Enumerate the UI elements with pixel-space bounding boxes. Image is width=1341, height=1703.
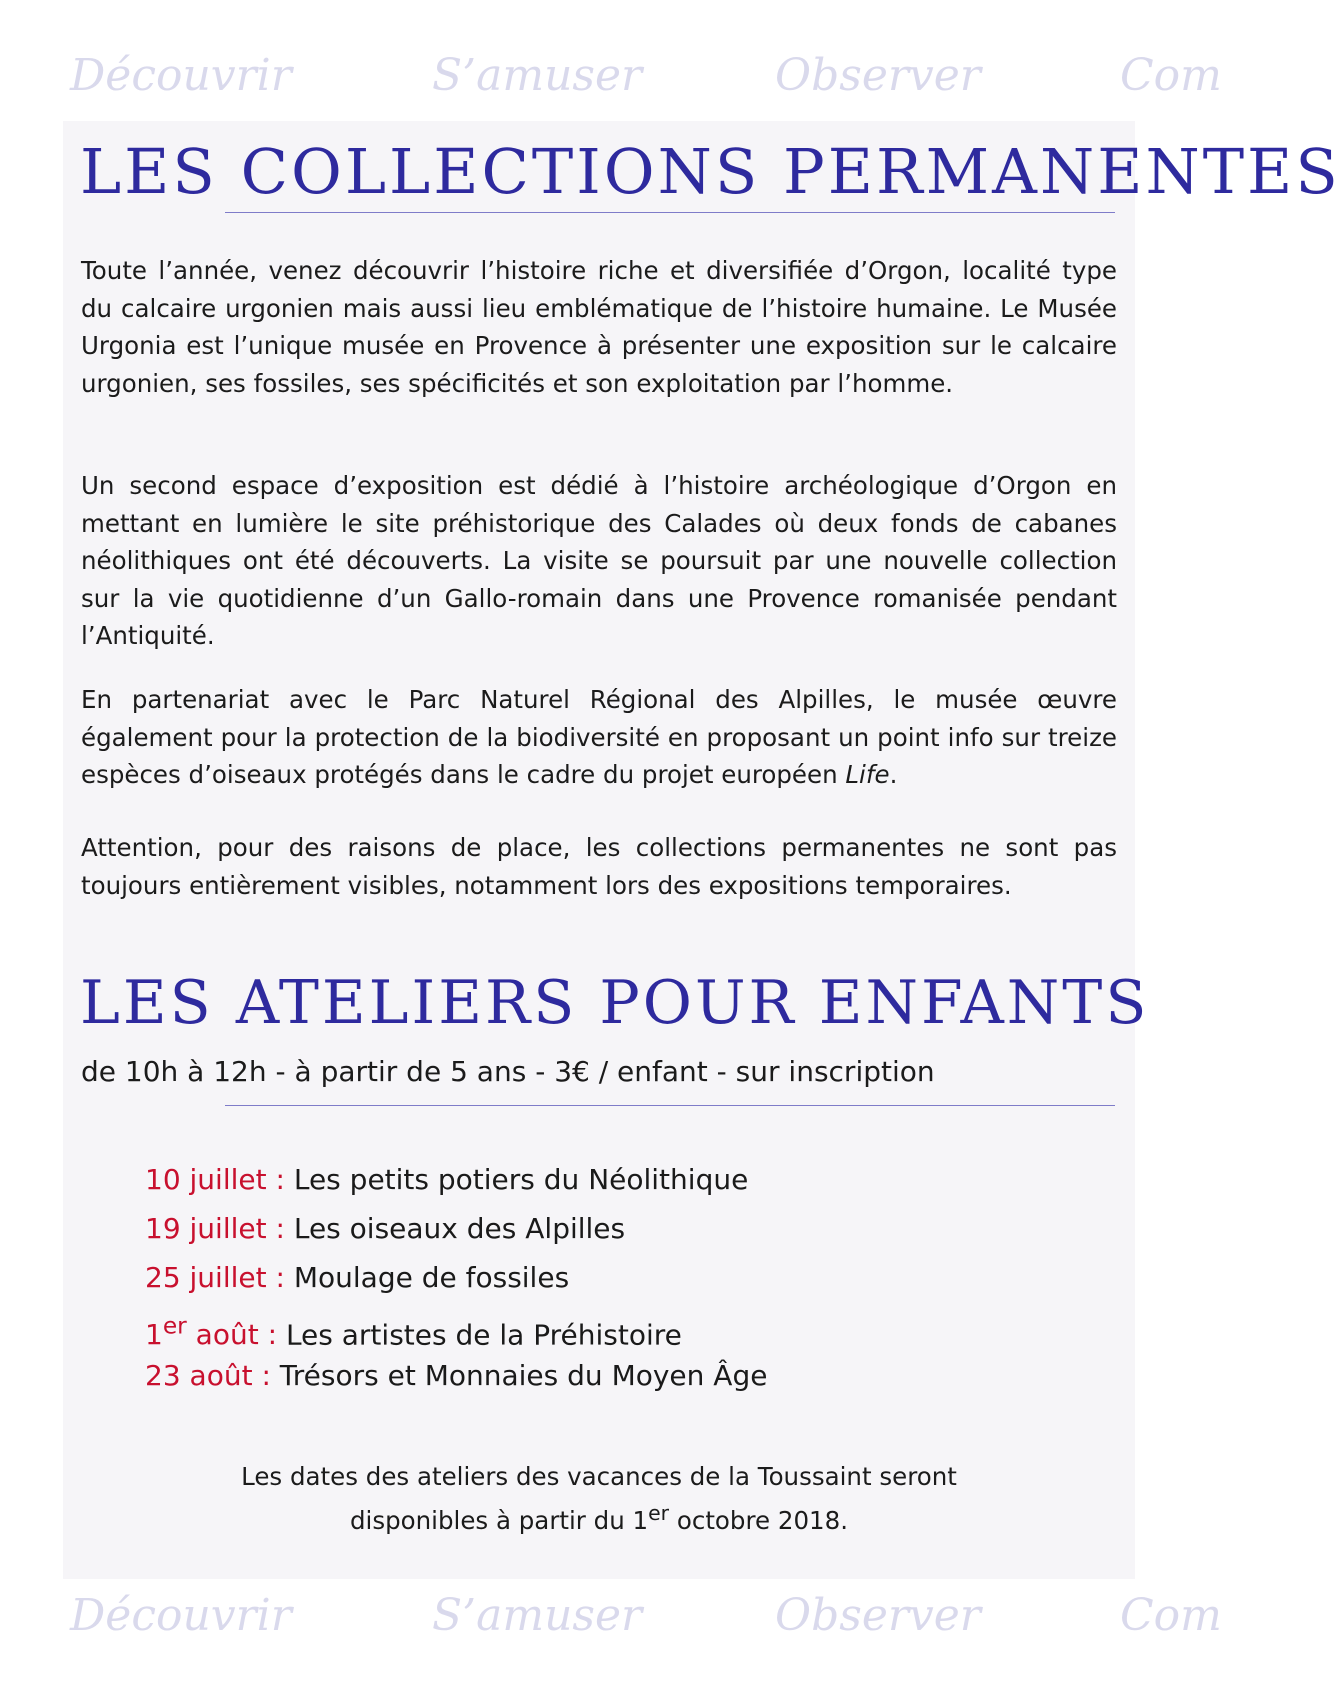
workshop-label: Les petits potiers du Néolithique	[293, 1163, 749, 1196]
workshop-item	[145, 1351, 767, 1400]
section-title-collections: LES COLLECTIONS PERMANENTES	[80, 135, 1341, 208]
banner-word-observer: Observer	[775, 1590, 981, 1641]
section-title-ateliers: LES ATELIERS POUR ENFANTS	[80, 968, 1150, 1038]
banner-top	[0, 50, 1222, 120]
workshop-list	[145, 1155, 767, 1400]
banner-word-decouvrir: Découvrir	[70, 50, 292, 101]
workshop-label: Les oiseaux des Alpilles	[293, 1212, 626, 1245]
workshop-date: 25 juillet :	[145, 1261, 294, 1294]
paragraph-attention: Attention, pour des raisons de place, les collections permanentes ne sont pas toujours entièrement visibles, notamment lors des expositions temporaires.	[81, 833, 1117, 900]
paragraph-collections-intro: Toute l’année, venez découvrir l’histoire riche et diversifiée d’Orgon, localité type du calcaire urgonien mais aussi lieu emblématique de l’histoire humaine. Le Musée Urgonia est l’unique musée en Provence à présenter une exposition sur le calcaire urgonien, ses fossiles, ses spécificités et son exploitation par l’homme.	[81, 256, 1117, 398]
workshop-item	[145, 1155, 767, 1204]
title-underline	[225, 212, 1115, 213]
workshop-date: 1er août :	[145, 1312, 286, 1352]
life-project-name: Life	[845, 760, 890, 789]
workshop-date: 19 juillet :	[145, 1212, 294, 1245]
paragraph-archeology: Un second espace d’exposition est dédié à l’histoire archéologique d’Orgon en mettant en lumière le site préhistorique des Calades où deux fonds de cabanes néolithiques ont été découverts. La visite se poursuit par une nouvelle collection sur la vie quotidienne d’un Gallo-romain dans une Provence romanisée pendant l’Antiquité.	[81, 471, 1117, 650]
banner-word-samuser: S’amuser	[432, 50, 643, 101]
workshop-date: 10 juillet :	[145, 1163, 294, 1196]
paragraph-biodiversity: En partenariat avec le Parc Naturel Régional des Alpilles, le musée œuvre également pour la protection de la biodiversité en proposant un point info sur treize espèces d’oiseaux protégés dans le cadre du projet européen Life.	[81, 685, 1117, 789]
banner-word-com: Com	[1120, 1590, 1222, 1641]
banner-word-observer: Observer	[775, 50, 981, 101]
workshop-label: Trésors et Monnaies du Moyen Âge	[279, 1359, 768, 1392]
workshop-item	[145, 1253, 767, 1302]
workshop-item	[145, 1302, 767, 1351]
banner-word-com: Com	[1120, 50, 1222, 101]
title-underline	[225, 1105, 1115, 1106]
banner-bottom	[0, 1590, 1222, 1660]
workshop-date: 23 août :	[145, 1359, 280, 1392]
workshop-item	[145, 1204, 767, 1253]
workshop-label: Les artistes de la Préhistoire	[285, 1318, 682, 1352]
toussaint-note: Les dates des ateliers des vacances de la Toussaint seront disponibles à partir du 1er octobre 2018.	[241, 1462, 957, 1536]
workshop-label: Moulage de fossiles	[293, 1261, 570, 1294]
banner-word-samuser: S’amuser	[432, 1590, 643, 1641]
ateliers-subtitle: de 10h à 12h - à partir de 5 ans - 3€ / enfant - sur inscription	[81, 1055, 935, 1088]
banner-word-decouvrir: Découvrir	[70, 1590, 292, 1641]
